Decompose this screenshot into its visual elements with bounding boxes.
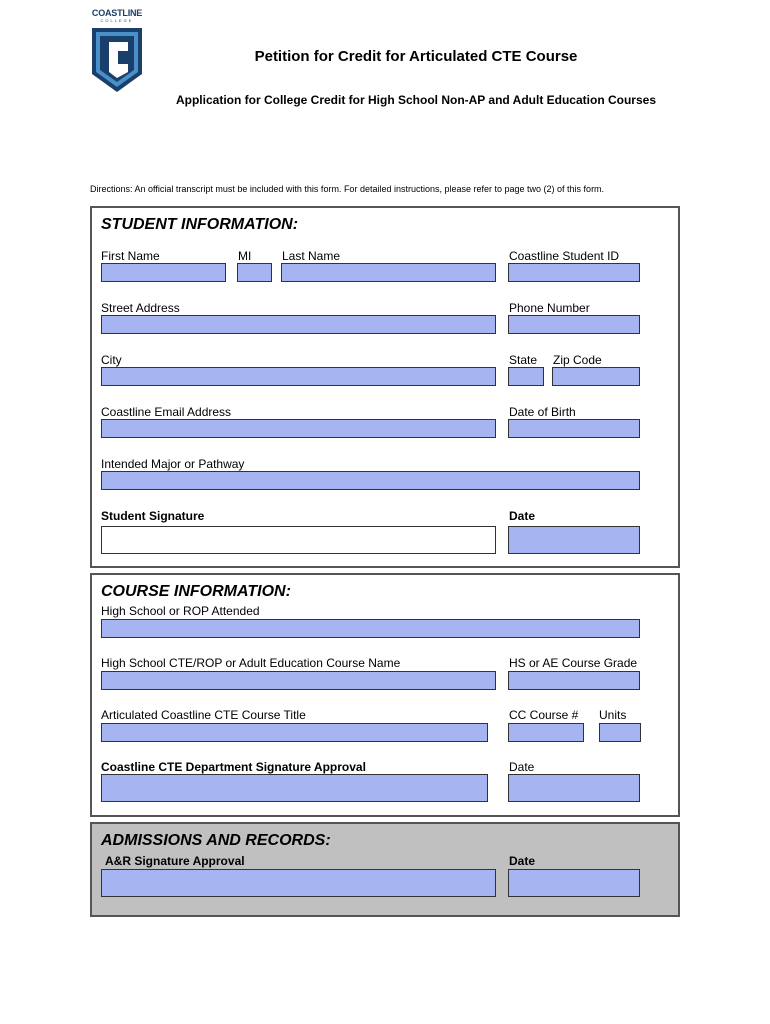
major-label: Intended Major or Pathway: [101, 457, 245, 471]
phone-field[interactable]: [508, 315, 640, 334]
course-section-title: COURSE INFORMATION:: [101, 583, 291, 600]
city-field[interactable]: [101, 367, 496, 386]
logo-wordmark: COASTLINE: [91, 8, 143, 18]
state-label: State: [509, 353, 538, 367]
first-name-field[interactable]: [101, 263, 226, 282]
cte-title-field[interactable]: [101, 723, 488, 742]
dob-label: Date of Birth: [509, 405, 576, 419]
course-grade-field[interactable]: [508, 671, 640, 690]
student-information-section: [90, 206, 680, 568]
student-id-label: Coastline Student ID: [509, 249, 620, 263]
course-date-field[interactable]: [508, 774, 640, 802]
dept-signature-label: Coastline CTE Department Signature Approval: [101, 760, 366, 774]
high-school-field[interactable]: [101, 619, 640, 638]
street-label: Street Address: [101, 301, 180, 315]
dob-field[interactable]: [508, 419, 640, 438]
cc-course-field[interactable]: [508, 723, 584, 742]
directions-text: Directions: An official transcript must be included with this form. For detailed instructions, please refer to page two (2) of this form.: [90, 184, 605, 194]
student-date-label: Date: [509, 509, 536, 523]
admissions-records-section: [90, 822, 680, 917]
dept-signature-field[interactable]: [101, 774, 488, 802]
cte-title-label: Articulated Coastline CTE Course Title: [101, 708, 306, 722]
page-title: Petition for Credit for Articulated CTE Course: [254, 48, 578, 65]
logo-subtitle: COLLEGE: [100, 18, 134, 23]
page-subtitle: Application for College Credit for High School Non-AP and Adult Education Courses: [175, 93, 656, 107]
student-signature-field[interactable]: [101, 526, 496, 554]
course-grade-label: HS or AE Course Grade: [509, 656, 638, 670]
high-school-label: High School or ROP Attended: [101, 604, 260, 618]
units-label: Units: [599, 708, 627, 722]
student-signature-label: Student Signature: [101, 509, 205, 523]
units-field[interactable]: [599, 723, 641, 742]
mi-field[interactable]: [237, 263, 272, 282]
last-name-field[interactable]: [281, 263, 496, 282]
cc-course-label: CC Course #: [509, 708, 579, 722]
admissions-section-title: ADMISSIONS AND RECORDS:: [101, 832, 331, 849]
course-information-section: [90, 573, 680, 817]
major-field[interactable]: [101, 471, 640, 490]
student-section-title: STUDENT INFORMATION:: [101, 216, 299, 233]
course-date-label: Date: [509, 760, 535, 774]
city-label: City: [101, 353, 122, 367]
phone-label: Phone Number: [509, 301, 590, 315]
last-name-label: Last Name: [282, 249, 341, 263]
zip-label: Zip Code: [553, 353, 602, 367]
first-name-label: First Name: [101, 249, 160, 263]
zip-field[interactable]: [552, 367, 640, 386]
email-field[interactable]: [101, 419, 496, 438]
ar-date-label: Date: [509, 854, 536, 868]
ar-signature-label: A&R Signature Approval: [105, 854, 245, 868]
ar-date-field[interactable]: [508, 869, 640, 897]
state-field[interactable]: [508, 367, 544, 386]
ar-signature-field[interactable]: [101, 869, 496, 897]
student-date-field[interactable]: [508, 526, 640, 554]
email-label: Coastline Email Address: [101, 405, 232, 419]
course-name-field[interactable]: [101, 671, 496, 690]
mi-label: MI: [238, 249, 252, 263]
student-id-field[interactable]: [508, 263, 640, 282]
street-field[interactable]: [101, 315, 496, 334]
course-name-label: High School CTE/ROP or Adult Education Course Name: [101, 656, 401, 670]
